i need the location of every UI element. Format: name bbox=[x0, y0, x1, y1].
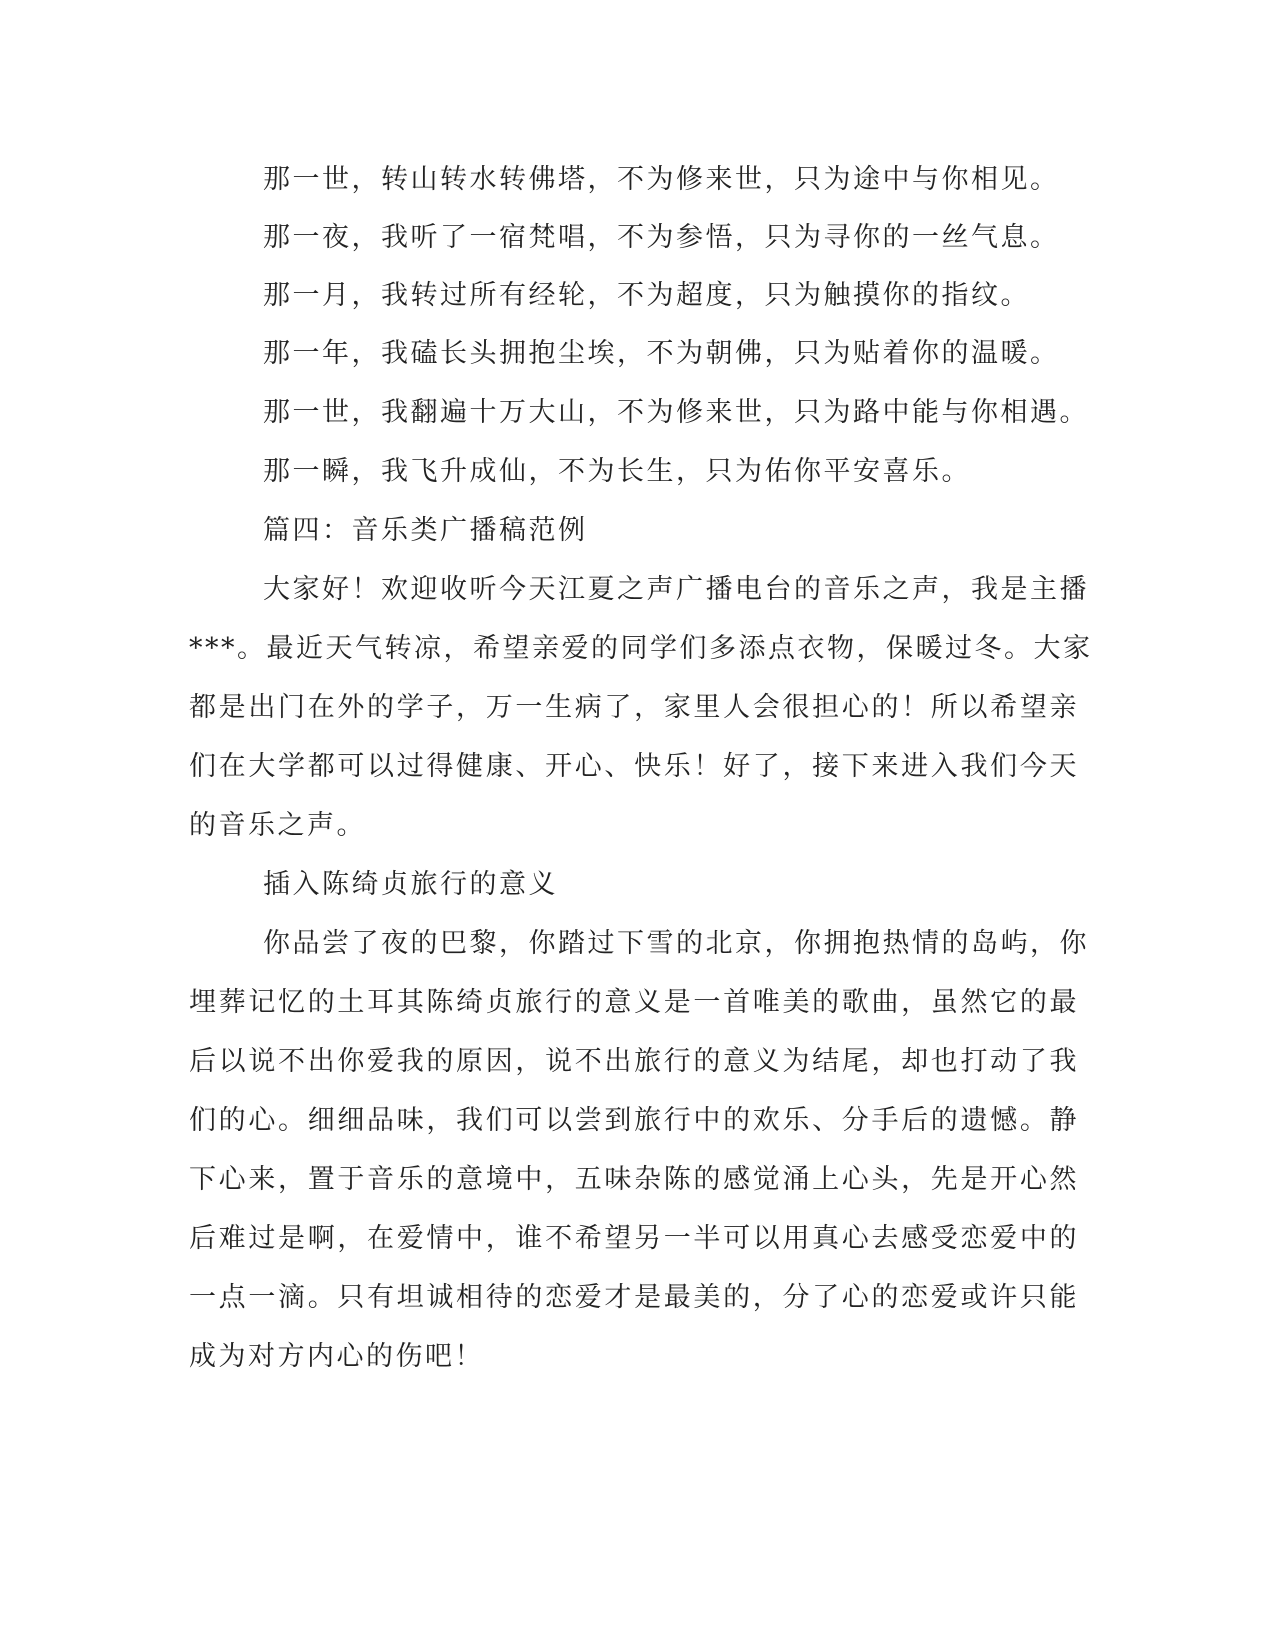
paragraph-line: 大家好！欢迎收听今天江夏之声广播电台的音乐之声，我是主播 bbox=[263, 574, 1089, 605]
poem-line: 那一瞬，我飞升成仙，不为长生，只为佑你平安喜乐。 bbox=[263, 456, 971, 487]
paragraph-line: 都是出门在外的学子，万一生病了，家里人会很担心的！所以希望亲 bbox=[189, 692, 1079, 723]
paragraph-line: 们的心。细细品味，我们可以尝到旅行中的欢乐、分手后的遗憾。静 bbox=[189, 1105, 1079, 1136]
poem-line: 那一世，转山转水转佛塔，不为修来世，只为途中与你相见。 bbox=[263, 164, 1060, 195]
section-heading: 篇四：音乐类广播稿范例 bbox=[263, 515, 588, 546]
paragraph-line: ***。最近天气转凉，希望亲爱的同学们多添点衣物，保暖过冬。大家 bbox=[189, 633, 1093, 664]
poem-line: 那一夜，我听了一宿梵唱，不为参悟，只为寻你的一丝气息。 bbox=[263, 222, 1060, 253]
paragraph-line: 后以说不出你爱我的原因，说不出旅行的意义为结尾，却也打动了我 bbox=[189, 1046, 1079, 1077]
paragraph-line: 们在大学都可以过得健康、开心、快乐！好了，接下来进入我们今天 bbox=[189, 751, 1079, 782]
paragraph-line: 成为对方内心的伤吧！ bbox=[189, 1341, 484, 1372]
paragraph-line: 你品尝了夜的巴黎，你踏过下雪的北京，你拥抱热情的岛屿，你 bbox=[263, 928, 1089, 959]
paragraph-line: 下心来，置于音乐的意境中，五味杂陈的感觉涌上心头，先是开心然 bbox=[189, 1164, 1079, 1195]
paragraph-line: 后难过是啊，在爱情中，谁不希望另一半可以用真心去感受恋爱中的 bbox=[189, 1223, 1079, 1254]
poem-line: 那一世，我翻遍十万大山，不为修来世，只为路中能与你相遇。 bbox=[263, 397, 1089, 428]
paragraph-line: 一点一滴。只有坦诚相待的恋爱才是最美的，分了心的恋爱或许只能 bbox=[189, 1282, 1079, 1313]
song-insert-label: 插入陈绮贞旅行的意义 bbox=[263, 869, 558, 900]
paragraph-line: 埋葬记忆的土耳其陈绮贞旅行的意义是一首唯美的歌曲，虽然它的最 bbox=[189, 987, 1079, 1018]
poem-line: 那一月，我转过所有经轮，不为超度，只为触摸你的指纹。 bbox=[263, 280, 1030, 311]
poem-line: 那一年，我磕长头拥抱尘埃，不为朝佛，只为贴着你的温暖。 bbox=[263, 338, 1060, 369]
paragraph-line: 的音乐之声。 bbox=[189, 810, 366, 841]
